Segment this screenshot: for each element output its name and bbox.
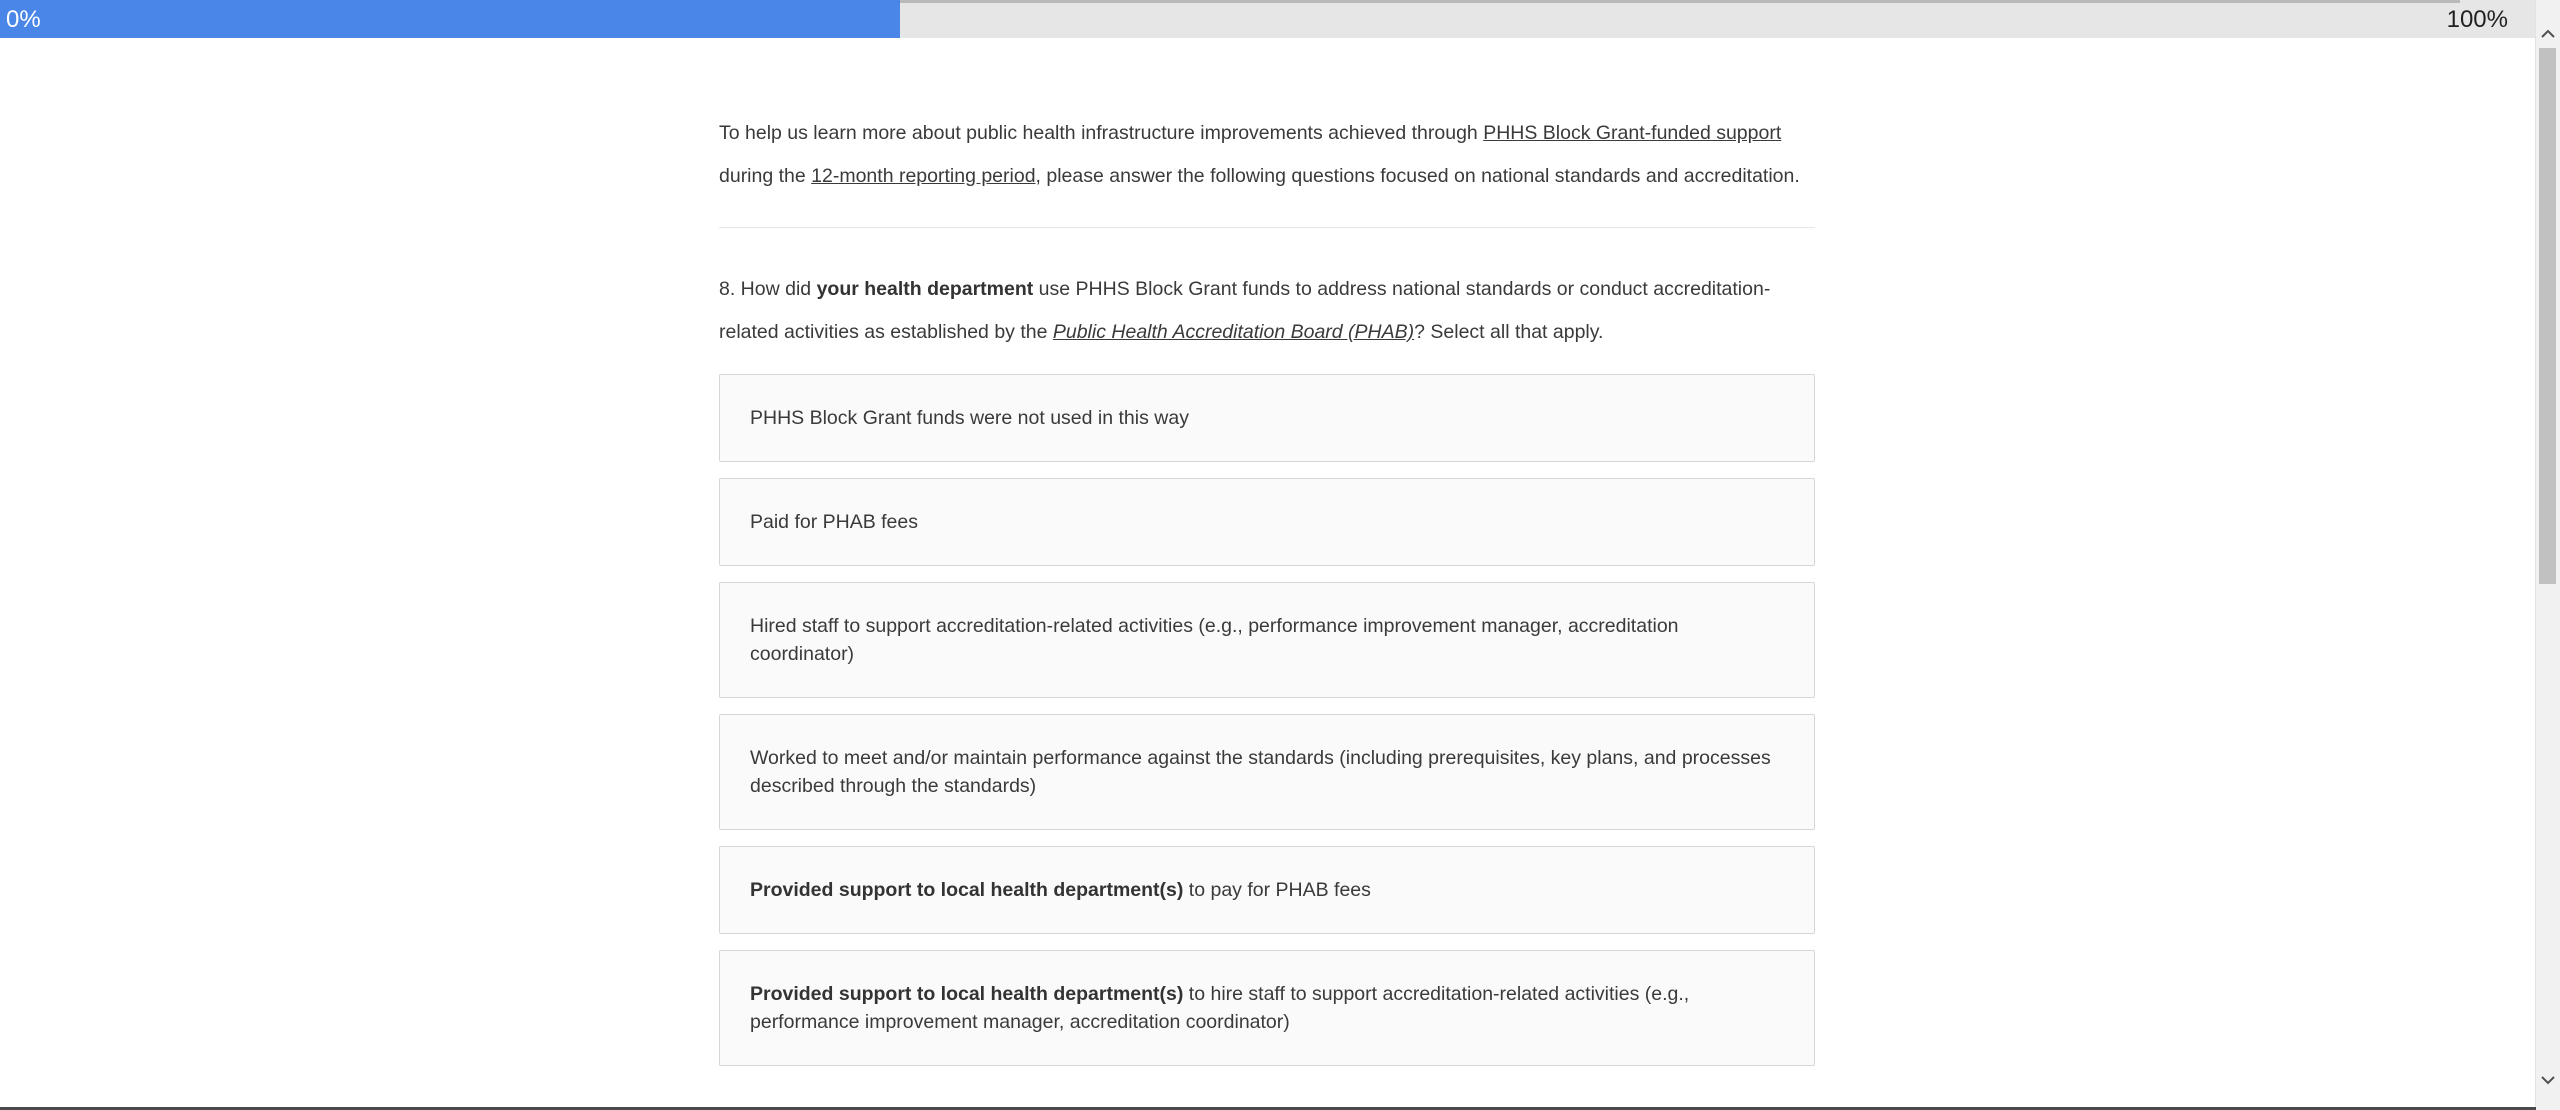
intro-paragraph — [719, 112, 1815, 198]
progress-end-label: 100% — [2446, 6, 2508, 33]
progress-bar — [0, 0, 2536, 38]
option-meet-standards[interactable] — [719, 714, 1815, 830]
vertical-scrollbar[interactable] — [2535, 0, 2560, 1110]
chevron-up-icon[interactable] — [2536, 22, 2560, 46]
option-bold: Provided support to local health department(s) — [750, 879, 1184, 901]
option-label: to pay for PHAB fees — [1183, 879, 1371, 901]
option-local-hire-staff[interactable] — [719, 950, 1815, 1066]
question-8 — [719, 268, 1815, 354]
option-local-phab-fees[interactable] — [719, 846, 1815, 934]
block-grant-support-link[interactable]: PHHS Block Grant-funded support — [1483, 122, 1782, 144]
option-label: to hire staff to support accreditation-related activities (e.g., performance improvement manager, accreditation coordinator) — [750, 983, 1690, 1033]
option-label: PHHS Block Grant funds were not used in this way — [750, 407, 1189, 429]
question-text: use PHHS Block Grant funds to address national standards or conduct accreditation-related activities as established by the — [719, 278, 1771, 343]
survey-content — [719, 112, 1815, 1082]
question-text: ? Select all that apply. — [1414, 321, 1604, 343]
intro-text: during the — [719, 165, 812, 187]
option-label: Paid for PHAB fees — [750, 511, 918, 533]
option-label: Hired staff to support accreditation-related activities (e.g., performance improvement manager, accreditation coordinator) — [750, 615, 1679, 665]
progress-fill — [0, 0, 900, 38]
scrollbar-thumb[interactable] — [2539, 48, 2556, 584]
chevron-down-icon[interactable] — [2536, 1068, 2560, 1092]
option-hired-staff[interactable] — [719, 582, 1815, 698]
reporting-period-link[interactable]: 12-month reporting period — [811, 165, 1036, 187]
option-bold: Provided support to local health department(s) — [750, 983, 1184, 1005]
option-label: Worked to meet and/or maintain performance against the standards (including prerequisites, key plans, and processes described through the standards) — [750, 747, 1771, 797]
phab-link[interactable]: Public Health Accreditation Board (PHAB) — [1052, 321, 1415, 343]
intro-text: To help us learn more about public health infrastructure improvements achieved through — [719, 122, 1484, 144]
progress-start-label: 0% — [6, 6, 41, 33]
option-not-used[interactable] — [719, 374, 1815, 462]
question-emphasis: your health department — [816, 278, 1034, 300]
divider — [719, 227, 1815, 228]
question-number: 8. How did — [719, 278, 817, 300]
option-paid-phab-fees[interactable] — [719, 478, 1815, 566]
intro-text: , please answer the following questions focused on national standards and accreditation. — [1035, 165, 1800, 187]
